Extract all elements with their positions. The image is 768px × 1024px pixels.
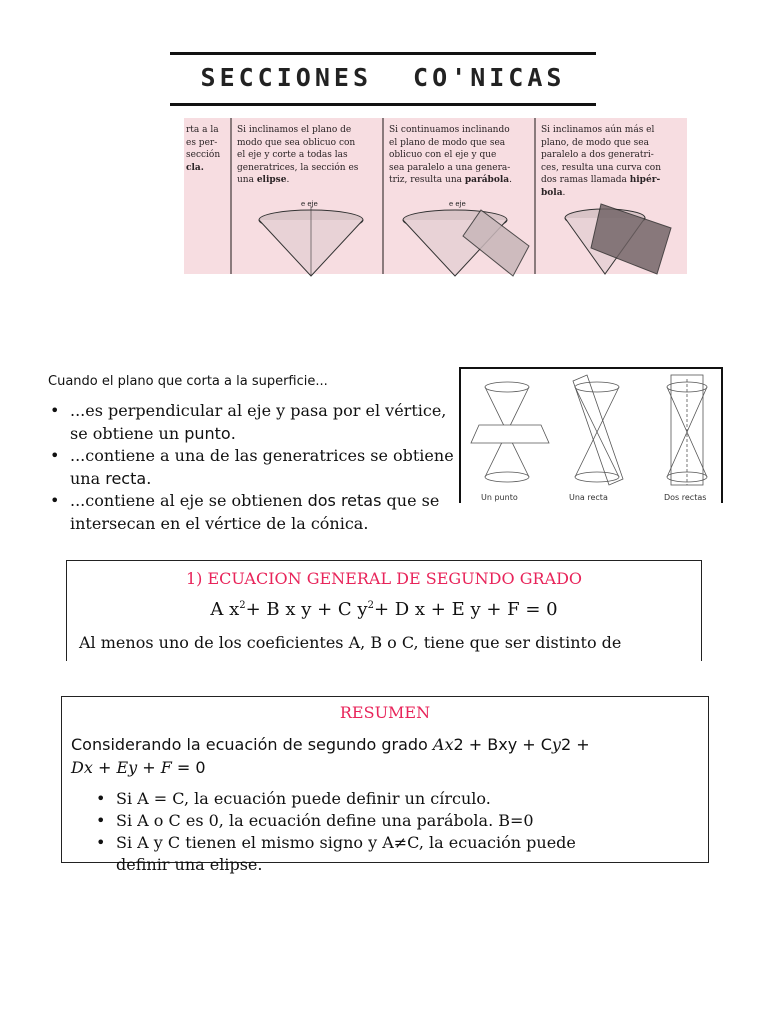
caption-dos-rectas: Dos rectas xyxy=(664,493,707,502)
scan-text-line: modo que sea oblicuo con xyxy=(237,137,356,148)
cases-list xyxy=(48,400,468,535)
scan-text-line: Si continuamos inclinando xyxy=(389,125,510,135)
list-item: • ...contiene al eje se obtienen dos retas que se intersecan en el vértice de la cónica. xyxy=(48,490,468,535)
scan-column-parabola xyxy=(383,118,536,274)
degenerate-conics-figure xyxy=(459,367,723,503)
cone-hiperbola-drawing xyxy=(561,198,681,274)
page-title: SECCIONES CO'NICAS xyxy=(200,63,566,92)
box-heading: 1) ECUACION GENERAL DE SEGUNDO GRADO xyxy=(185,569,583,588)
list-item: • ...es perpendicular al eje y pasa por el vértice, se obtiene un punto. xyxy=(48,400,468,445)
scan-text-line: ces, resulta una curva con xyxy=(541,162,661,173)
intro-text: Cuando el plano que corta a la superficie... xyxy=(48,374,328,389)
coefficients-note: Al menos uno de los coeficientes A, B o C, tiene que ser distinto de xyxy=(79,633,622,652)
list-item: definir una elipse. xyxy=(116,855,263,874)
general-equation: A $x^2+ B$ x y + C $y^2+ D$ x + E y + F = 0 xyxy=(210,599,558,620)
scan-text-line: sea paralelo a una genera- xyxy=(389,162,511,173)
box-heading: RESUMEN xyxy=(339,703,431,722)
degenerate-cones-drawing xyxy=(461,369,721,491)
title-banner xyxy=(170,52,596,106)
scan-text-line: triz, resulta una parábola. xyxy=(389,175,512,185)
scan-text-line: bola. xyxy=(541,187,566,198)
caption-una-recta: Una recta xyxy=(569,493,608,502)
scan-text-line: el eje y corte a todas las xyxy=(237,150,348,160)
scan-text-line: paralelo a dos generatri- xyxy=(541,150,654,160)
scan-text-line: rta a la xyxy=(186,125,219,135)
scan-text-line: sección xyxy=(186,150,221,160)
scan-text-line: cla. xyxy=(186,162,204,173)
scan-text-line: plano, de modo que sea xyxy=(541,137,649,148)
list-item: • Si A = C, la ecuación puede definir un círculo. xyxy=(94,788,704,810)
scan-text-line: dos ramas llamada hipér- xyxy=(541,175,661,185)
scan-text-line: una elipse. xyxy=(237,175,290,185)
scan-text-line: generatrices, la sección es xyxy=(237,162,359,173)
scan-column-1 xyxy=(184,118,232,274)
cone-parabola-drawing xyxy=(393,206,533,276)
summary-list xyxy=(94,788,704,876)
scan-column-hiperbola xyxy=(535,118,687,274)
scan-text-line: oblicuo con el eje y que xyxy=(389,150,497,160)
cone-elipse-drawing xyxy=(249,206,379,276)
conic-sections-scan xyxy=(184,118,687,274)
scan-text-line: Si inclinamos el plano de xyxy=(237,125,352,135)
list-item: • Si A y C tienen el mismo signo y A≠C, la ecuación puede xyxy=(94,832,704,854)
caption-un-punto: Un punto xyxy=(481,493,518,502)
scan-column-elipse xyxy=(231,118,384,274)
list-item: • ...contiene a una de las generatrices se obtiene una recta. xyxy=(48,445,468,490)
summary-box xyxy=(61,696,709,874)
scan-text-line: el plano de modo que sea xyxy=(389,137,506,148)
summary-intro: Considerando la ecuación de segundo grado Ax2 + Bxy + Cy2 + Dx + Ey + F = 0 xyxy=(71,735,590,777)
list-item: • Si A o C es 0, la ecuación define una parábola. B=0 xyxy=(94,810,704,832)
axis-label: e eje xyxy=(449,200,466,208)
scan-text-line: es per- xyxy=(186,137,218,148)
general-equation-box xyxy=(66,560,702,661)
scan-text-line: Si inclinamos aún más el xyxy=(541,125,655,135)
axis-label: e eje xyxy=(301,200,318,208)
